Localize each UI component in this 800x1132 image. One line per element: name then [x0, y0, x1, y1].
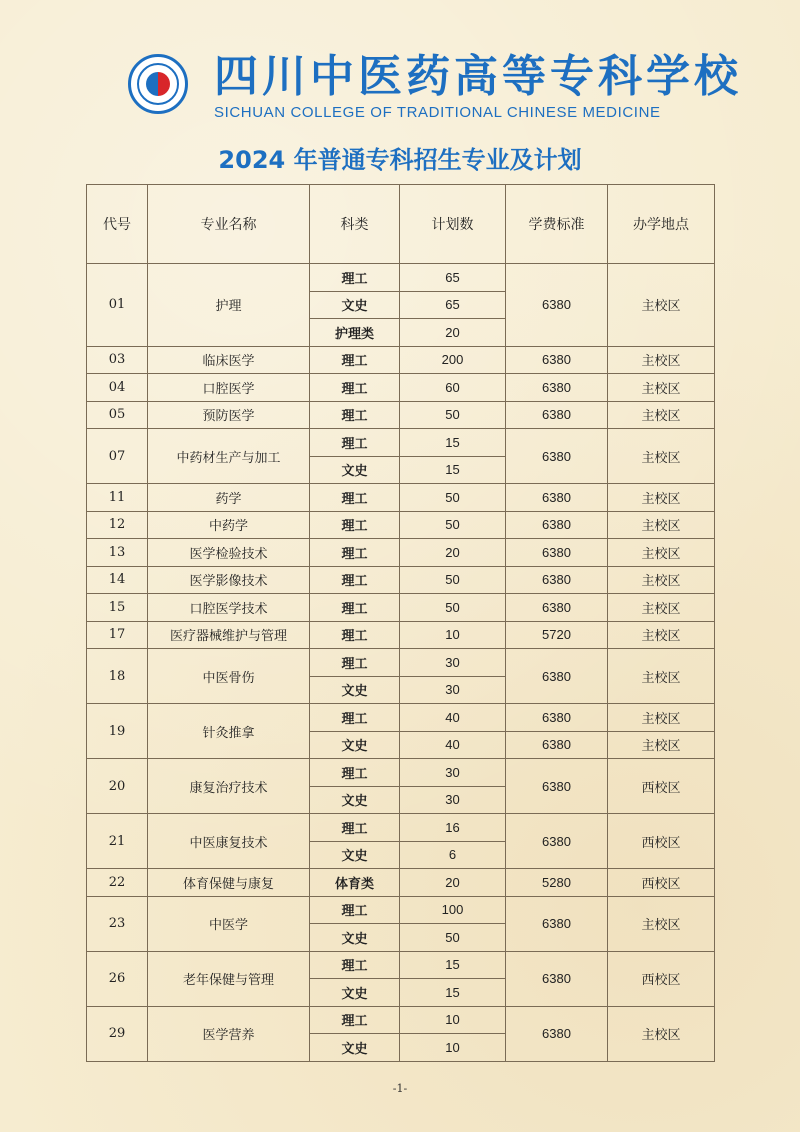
plan-count: 6	[400, 841, 506, 869]
major-name: 中医骨伤	[148, 649, 310, 704]
plan-count: 30	[400, 649, 506, 677]
table-row	[87, 759, 715, 787]
campus-location: 西校区	[608, 951, 715, 1006]
table-row	[87, 374, 715, 402]
major-code: 21	[87, 814, 148, 869]
table-row	[87, 401, 715, 429]
campus-location: 主校区	[608, 566, 715, 594]
major-name: 药学	[148, 484, 310, 512]
tuition-fee: 6380	[506, 539, 608, 567]
plan-count: 30	[400, 759, 506, 787]
page-number: -1-	[392, 1082, 408, 1095]
major-code: 12	[87, 511, 148, 539]
plan-count: 50	[400, 566, 506, 594]
campus-location: 主校区	[608, 539, 715, 567]
table-row	[87, 511, 715, 539]
plan-count: 10	[400, 1034, 506, 1062]
major-name: 中医学	[148, 896, 310, 951]
campus-location: 主校区	[608, 896, 715, 951]
category: 理工	[310, 621, 400, 649]
campus-location: 主校区	[608, 1006, 715, 1061]
major-name: 口腔医学技术	[148, 594, 310, 622]
major-code: 05	[87, 401, 148, 429]
plan-count: 15	[400, 456, 506, 484]
header-code: 代号	[87, 185, 148, 264]
campus-location: 主校区	[608, 484, 715, 512]
table-row	[87, 951, 715, 979]
category: 理工	[310, 649, 400, 677]
campus-location: 主校区	[608, 374, 715, 402]
major-code: 26	[87, 951, 148, 1006]
table-header-row	[87, 185, 715, 264]
tuition-fee: 6380	[506, 374, 608, 402]
category: 文史	[310, 731, 400, 759]
tuition-fee: 6380	[506, 814, 608, 869]
plan-count: 50	[400, 401, 506, 429]
category: 理工	[310, 401, 400, 429]
plan-count: 100	[400, 896, 506, 924]
plan-count: 15	[400, 429, 506, 457]
tuition-fee: 6380	[506, 1006, 608, 1061]
table-row	[87, 869, 715, 897]
plan-count: 20	[400, 869, 506, 897]
plan-count: 50	[400, 484, 506, 512]
major-name: 预防医学	[148, 401, 310, 429]
campus-location: 主校区	[608, 731, 715, 759]
tuition-fee: 6380	[506, 511, 608, 539]
category: 理工	[310, 594, 400, 622]
table-row	[87, 264, 715, 292]
tuition-fee: 6380	[506, 649, 608, 704]
major-name: 医学检验技术	[148, 539, 310, 567]
plan-count: 30	[400, 786, 506, 814]
plan-count: 60	[400, 374, 506, 402]
plan-count: 40	[400, 704, 506, 732]
major-code: 17	[87, 621, 148, 649]
header-fee: 学费标准	[506, 185, 608, 264]
tuition-fee: 6380	[506, 731, 608, 759]
major-name: 老年保健与管理	[148, 951, 310, 1006]
campus-location: 主校区	[608, 401, 715, 429]
table-body	[87, 264, 715, 1062]
major-name: 中医康复技术	[148, 814, 310, 869]
tuition-fee: 6380	[506, 704, 608, 732]
tuition-fee: 6380	[506, 264, 608, 347]
major-name: 体育保健与康复	[148, 869, 310, 897]
header-plan: 计划数	[400, 185, 506, 264]
campus-location: 主校区	[608, 649, 715, 704]
category: 理工	[310, 539, 400, 567]
campus-location: 主校区	[608, 346, 715, 374]
category: 理工	[310, 1006, 400, 1034]
campus-location: 西校区	[608, 814, 715, 869]
plan-count: 30	[400, 676, 506, 704]
major-code: 22	[87, 869, 148, 897]
plan-count: 50	[400, 924, 506, 952]
table-row	[87, 566, 715, 594]
category: 理工	[310, 951, 400, 979]
table-row	[87, 704, 715, 732]
tuition-fee: 6380	[506, 566, 608, 594]
category: 护理类	[310, 319, 400, 347]
category: 体育类	[310, 869, 400, 897]
school-name-cn: 四川中医药高等专科学校	[214, 51, 742, 102]
category: 理工	[310, 759, 400, 787]
category: 文史	[310, 979, 400, 1007]
table-row	[87, 1006, 715, 1034]
table-row	[87, 429, 715, 457]
plan-count: 200	[400, 346, 506, 374]
category: 文史	[310, 841, 400, 869]
campus-location: 西校区	[608, 759, 715, 814]
table-row	[87, 814, 715, 842]
major-name: 口腔医学	[148, 374, 310, 402]
category: 理工	[310, 896, 400, 924]
category: 理工	[310, 484, 400, 512]
header-major: 专业名称	[148, 185, 310, 264]
major-name: 医学营养	[148, 1006, 310, 1061]
major-name: 针灸推拿	[148, 704, 310, 759]
major-code: 14	[87, 566, 148, 594]
logo-taiji	[146, 72, 170, 96]
category: 理工	[310, 566, 400, 594]
category: 理工	[310, 704, 400, 732]
tuition-fee: 6380	[506, 896, 608, 951]
major-code: 15	[87, 594, 148, 622]
plan-count: 16	[400, 814, 506, 842]
campus-location: 主校区	[608, 511, 715, 539]
category: 理工	[310, 429, 400, 457]
major-code: 18	[87, 649, 148, 704]
tuition-fee: 5280	[506, 869, 608, 897]
major-code: 20	[87, 759, 148, 814]
major-name: 中药材生产与加工	[148, 429, 310, 484]
category: 文史	[310, 1034, 400, 1062]
major-name: 临床医学	[148, 346, 310, 374]
plan-count: 15	[400, 951, 506, 979]
major-name: 医疗器械维护与管理	[148, 621, 310, 649]
major-name: 康复治疗技术	[148, 759, 310, 814]
tuition-fee: 6380	[506, 759, 608, 814]
major-name: 护理	[148, 264, 310, 347]
category: 文史	[310, 924, 400, 952]
table-row	[87, 346, 715, 374]
major-code: 13	[87, 539, 148, 567]
header-location: 办学地点	[608, 185, 715, 264]
campus-location: 主校区	[608, 264, 715, 347]
tuition-fee: 6380	[506, 429, 608, 484]
category: 理工	[310, 814, 400, 842]
enrollment-plan-table	[86, 184, 715, 1062]
plan-count: 65	[400, 291, 506, 319]
tuition-fee: 6380	[506, 346, 608, 374]
category: 文史	[310, 676, 400, 704]
campus-location: 主校区	[608, 429, 715, 484]
major-code: 07	[87, 429, 148, 484]
category: 文史	[310, 456, 400, 484]
table-row	[87, 539, 715, 567]
major-code: 01	[87, 264, 148, 347]
document-title: 2024 年普通专科招生专业及计划	[218, 146, 582, 174]
major-code: 03	[87, 346, 148, 374]
category: 理工	[310, 264, 400, 292]
plan-count: 15	[400, 979, 506, 1007]
major-name: 中药学	[148, 511, 310, 539]
plan-count: 65	[400, 264, 506, 292]
plan-count: 10	[400, 621, 506, 649]
major-code: 11	[87, 484, 148, 512]
campus-location: 主校区	[608, 621, 715, 649]
school-name-en: SICHUAN COLLEGE OF TRADITIONAL CHINESE MEDICINE	[214, 104, 661, 121]
major-name: 医学影像技术	[148, 566, 310, 594]
campus-location: 主校区	[608, 594, 715, 622]
major-code: 19	[87, 704, 148, 759]
plan-count: 10	[400, 1006, 506, 1034]
table-row	[87, 649, 715, 677]
tuition-fee: 5720	[506, 621, 608, 649]
category: 文史	[310, 786, 400, 814]
plan-count: 40	[400, 731, 506, 759]
plan-count: 20	[400, 319, 506, 347]
tuition-fee: 6380	[506, 401, 608, 429]
category: 理工	[310, 346, 400, 374]
school-logo-icon	[128, 54, 188, 114]
major-code: 23	[87, 896, 148, 951]
page-header	[0, 40, 800, 130]
category: 理工	[310, 511, 400, 539]
table-row	[87, 594, 715, 622]
category: 文史	[310, 291, 400, 319]
table-row	[87, 896, 715, 924]
tuition-fee: 6380	[506, 484, 608, 512]
category: 理工	[310, 374, 400, 402]
tuition-fee: 6380	[506, 594, 608, 622]
header-category: 科类	[310, 185, 400, 264]
major-code: 04	[87, 374, 148, 402]
tuition-fee: 6380	[506, 951, 608, 1006]
campus-location: 西校区	[608, 869, 715, 897]
plan-count: 50	[400, 594, 506, 622]
plan-count: 50	[400, 511, 506, 539]
major-code: 29	[87, 1006, 148, 1061]
table-row	[87, 621, 715, 649]
table-row	[87, 484, 715, 512]
plan-count: 20	[400, 539, 506, 567]
campus-location: 主校区	[608, 704, 715, 732]
